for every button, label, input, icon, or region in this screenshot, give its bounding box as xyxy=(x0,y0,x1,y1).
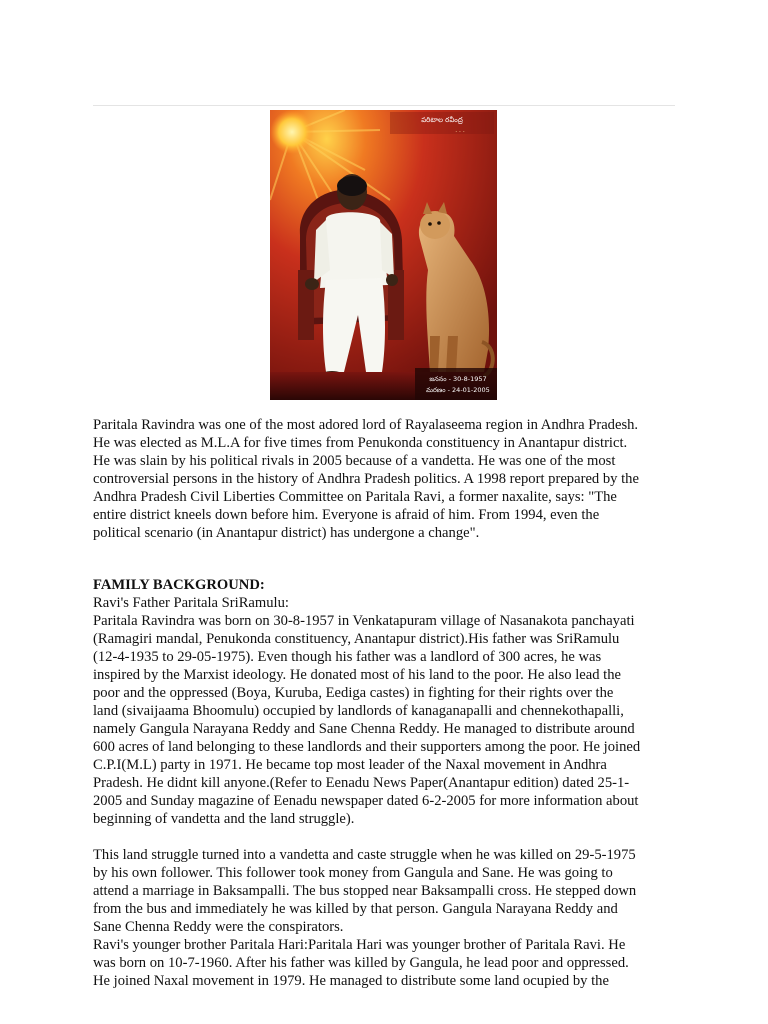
text-line: was born on 10-7-1960. After his father was killed by Gangula, he lead poor and oppressed. xyxy=(93,955,629,971)
portrait-photo xyxy=(270,110,497,400)
text-line: Pradesh. He didnt kill anyone.(Refer to Eenadu News Paper(Anantapur edition) dated 25-1- xyxy=(93,775,630,791)
subheading: Ravi's Father Paritala SriRamulu: xyxy=(93,595,289,611)
text-line: Paritala Ravindra was one of the most adored lord of Rayalaseema region in Andhra Pradesh. xyxy=(93,417,639,433)
text-line: 600 acres of land belonging to these landlords and their supporters among the poor. He joined xyxy=(93,739,641,755)
photo-caption-death: మరణం - 24-01-2005 xyxy=(426,386,490,394)
family-background-section xyxy=(93,576,683,828)
text-line: from the bus and immediately he was killed by that person. Gangula Narayana Reddy and xyxy=(93,901,618,917)
text-line: (12-4-1935 to 29-05-1975). Even though his father was a landlord of 300 acres, he was xyxy=(93,649,602,665)
photo-caption-birth: జననం - 30-8-1957 xyxy=(429,375,487,383)
sun-glow xyxy=(270,110,314,154)
text-line: This land struggle turned into a vandetta and caste struggle when he was killed on 29-5-1975 xyxy=(93,847,636,863)
text-line: He was elected as M.L.A for five times from Penukonda constituency in Anantapur district. xyxy=(93,435,628,451)
photo-caption-top: పరిటాల రవీంద్ర xyxy=(421,116,463,124)
text-line: (Ramagiri mandal, Penukonda constituency, Anantapur district).His father was SriRamulu xyxy=(93,631,620,647)
land-struggle-paragraph xyxy=(93,846,683,990)
text-line: inspired by the Marxist ideology. He donated most of his land to the poor. He also lead the xyxy=(93,667,621,683)
text-line: 2005 and Sunday magazine of Eenadu newspaper dated 6-2-2005 for more information about xyxy=(93,793,639,809)
section-heading: FAMILY BACKGROUND: xyxy=(93,577,265,593)
svg-text:. . .: . . . xyxy=(455,127,465,134)
text-line: beginning of vandetta and the land struggle). xyxy=(93,811,355,827)
text-line: He joined Naxal movement in 1979. He managed to distribute some land ocupied by the xyxy=(93,973,609,989)
intro-paragraph xyxy=(93,416,683,542)
header-divider xyxy=(93,105,675,106)
text-line: by his own follower. This follower took money from Gangula and Sane. He was going to xyxy=(93,865,613,881)
text-line: Ravi's younger brother Paritala Hari:Paritala Hari was younger brother of Paritala Ravi. He xyxy=(93,937,626,953)
text-line: land (sivaijaama Bhoomulu) occupied by landlords of kanaganapalli and chennekothapalli, xyxy=(93,703,624,719)
text-line: Andhra Pradesh Civil Liberties Committee on Paritala Ravi, a former naxalite, says: "The xyxy=(93,489,617,505)
text-line: Sane Chenna Reddy were the conspirators. xyxy=(93,919,344,935)
text-line: C.P.I(M.L) party in 1971. He became top most leader of the Naxal movement in Andhra xyxy=(93,757,607,773)
text-line: entire district kneels down before him. Everyone is afraid of him. From 1994, even the xyxy=(93,507,600,523)
person-shirt xyxy=(320,212,388,288)
text-line: attend a marriage in Baksampalli. The bus stopped near Baksampalli cross. He stepped down xyxy=(93,883,637,899)
text-line: political scenario (in Anantapur district) has undergone a change". xyxy=(93,525,480,541)
text-line: namely Gangula Narayana Reddy and Sane Chenna Reddy. He managed to distribute around xyxy=(93,721,635,737)
text-line: poor and the oppressed (Boya, Kuruba, Eediga castes) in fighting for their rights over the xyxy=(93,685,614,701)
article-body xyxy=(93,416,683,990)
text-line: controversial persons in the history of Andhra Pradesh politics. A 1998 report prepared by the xyxy=(93,471,639,487)
text-line: Paritala Ravindra was born on 30-8-1957 in Venkatapuram village of Nasanakota panchayati xyxy=(93,613,635,629)
text-line: He was slain by his political rivals in 2005 because of a vandetta. He was one of the most xyxy=(93,453,616,469)
